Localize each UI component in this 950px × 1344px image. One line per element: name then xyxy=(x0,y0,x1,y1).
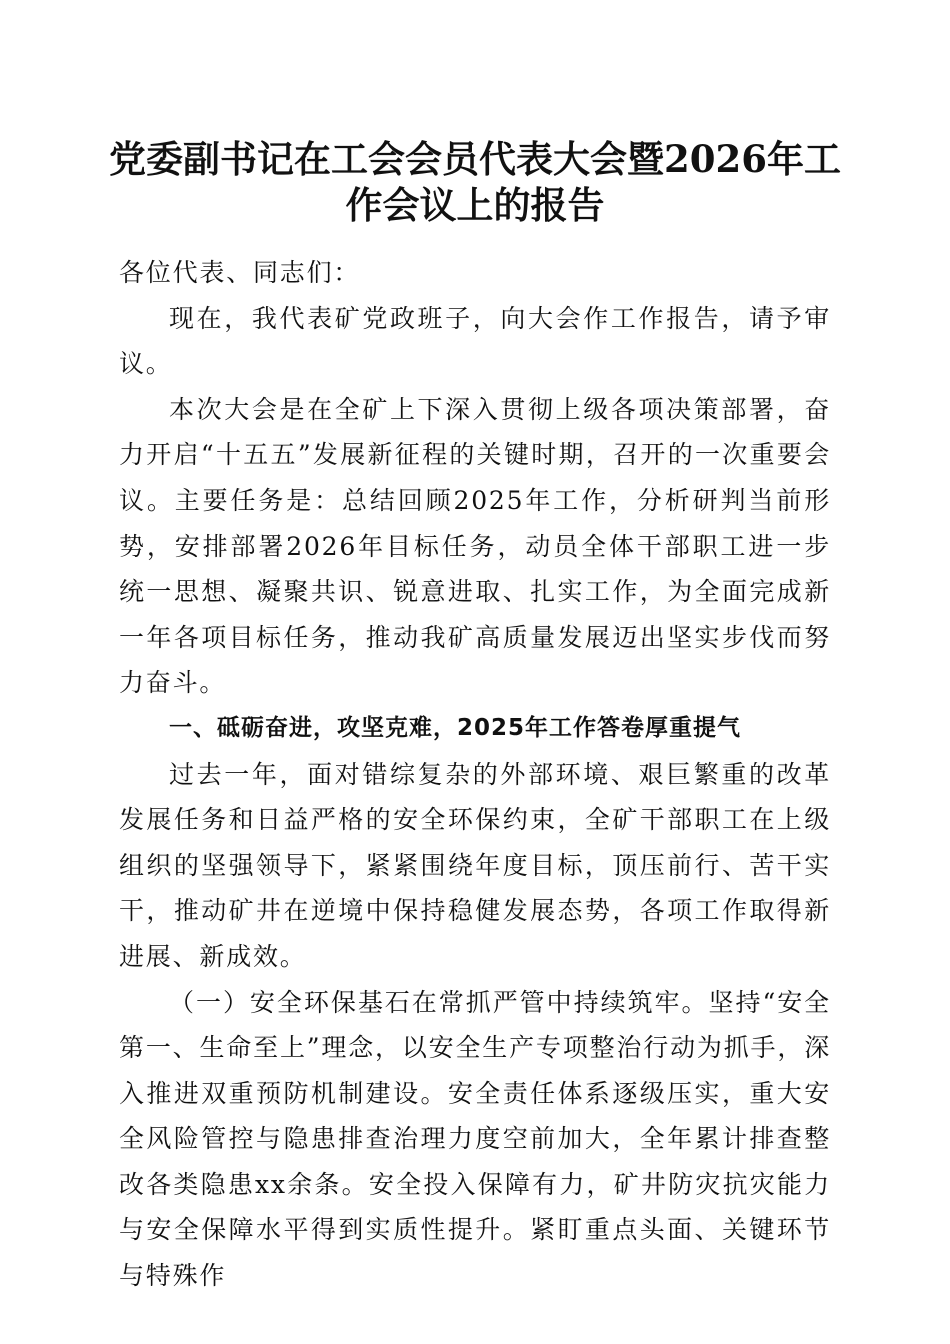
document-body xyxy=(119,250,831,1299)
greeting: 各位代表、同志们： xyxy=(119,258,361,287)
paragraph-safety: （一）安全环保基石在常抓严管中持续筑牢。坚持“安全第一、生命至上”理念，以安全生产专项整治行动为抓手，深入推进双重预防机制建设。安全责任体系逐级压实，重大安全风险管控与隐患排查治理力度空前加大，全年累计排查整改各类隐患xx余条。安全投入保障有力，矿井防灾抗灾能力与安全保障水平得到实质性提升。紧盯重点头面、关键环节与特殊作 xyxy=(119,987,831,1291)
document-title-line-2: 作会议上的报告 xyxy=(345,183,605,227)
paragraph-meeting-purpose: 本次大会是在全矿上下深入贯彻上级各项决策部署，奋力开启“十五五”发展新征程的关键时期，召开的一次重要会议。主要任务是：总结回顾2025年工作，分析研判当前形势，安排部署2026年目标任务，动员全体干部职工进一步统一思想、凝聚共识、锐意进取、扎实工作，为全面完成新一年各项目标任务，推动我矿高质量发展迈出坚实步伐而努力奋斗。 xyxy=(119,394,831,698)
paragraph-intro: 现在，我代表矿党政班子，向大会作工作报告，请予审议。 xyxy=(119,303,831,379)
document-title-line-1: 党委副书记在工会会员代表大会暨2026年工 xyxy=(109,137,841,181)
section-heading-1: 一、砥砺奋进，攻坚克难，2025年工作答卷厚重提气 xyxy=(169,714,742,741)
paragraph-past-year: 过去一年，面对错综复杂的外部环境、艰巨繁重的改革发展任务和日益严格的安全环保约束，全矿干部职工在上级组织的坚强领导下，紧紧围绕年度目标，顶压前行、苦干实干，推动矿井在逆境中保持稳健发展态势，各项工作取得新进展、新成效。 xyxy=(119,759,831,971)
